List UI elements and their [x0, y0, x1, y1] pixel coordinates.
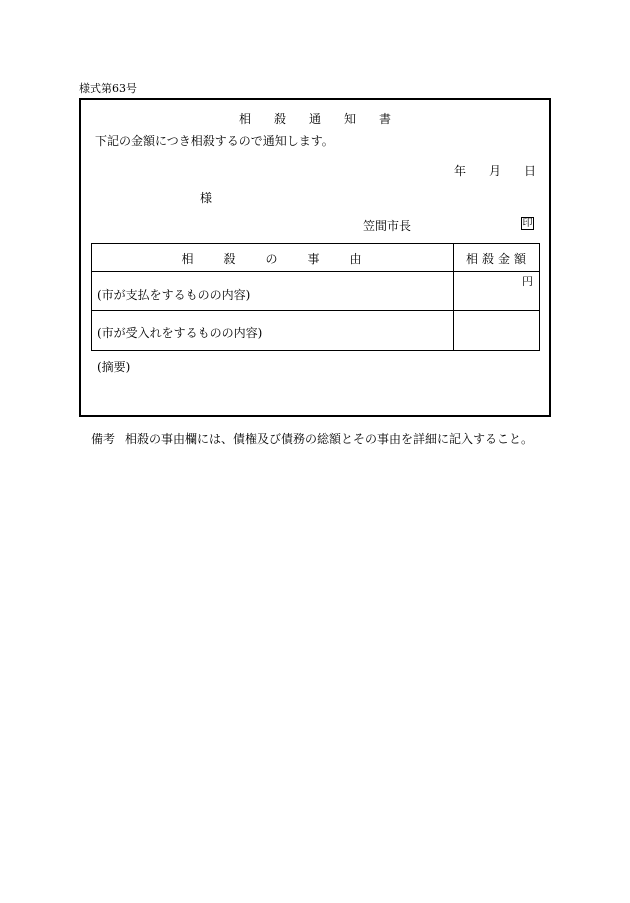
remark: [91, 430, 533, 447]
date-month-label: 月: [489, 164, 502, 178]
document-title: 相殺通知書: [238, 112, 414, 126]
table-header-divider: [92, 271, 539, 272]
seal-label: 印: [522, 218, 533, 229]
seal-mark: [521, 217, 534, 230]
header-amount: 相殺金額: [465, 252, 530, 266]
row-receipt-content: (市が受入れをするものの内容): [97, 326, 263, 340]
header-reason: 相殺の事由: [181, 252, 392, 266]
table-row-divider: [92, 310, 539, 311]
form-number: 様式第63号: [79, 82, 137, 95]
addressee-suffix: 様: [200, 191, 213, 205]
currency-unit: 円: [522, 275, 533, 288]
row-payment-content: (市が支払をするものの内容): [97, 288, 251, 302]
summary-label: (摘要): [97, 360, 131, 374]
intro-text: 下記の金額につき相殺するので通知します。: [95, 134, 334, 148]
issuer-title: 笠間市長: [363, 219, 412, 233]
date-day-label: 日: [524, 164, 537, 178]
date-year-label: 年: [454, 164, 467, 178]
remark-label: 備考: [91, 432, 116, 446]
remark-text: 相殺の事由欄には、債権及び債務の総額とその事由を詳細に記入すること。: [125, 432, 534, 446]
